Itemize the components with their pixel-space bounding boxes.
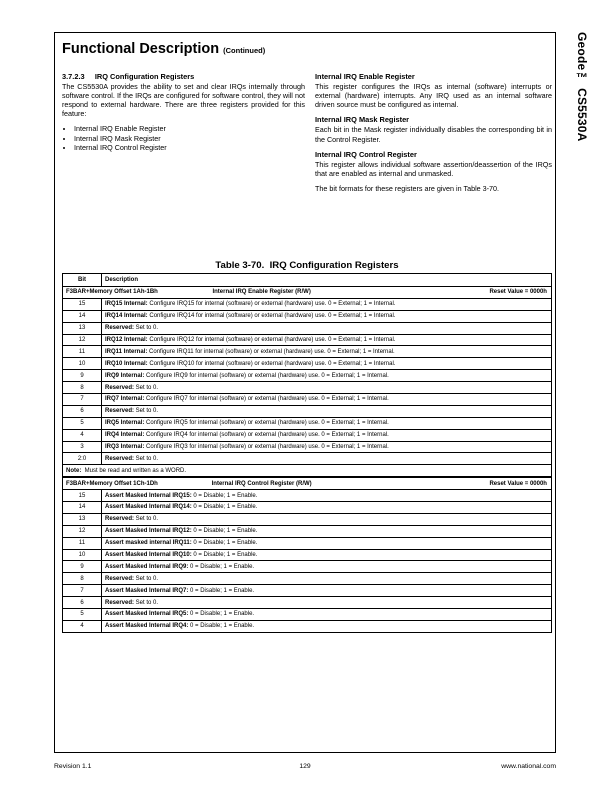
bit-cell: 12 xyxy=(63,525,102,537)
table-row xyxy=(63,537,552,549)
description-cell xyxy=(102,585,552,597)
register-name: Internal IRQ Enable Register (R/W) xyxy=(212,289,311,296)
heading-continued: (Continued) xyxy=(223,46,266,55)
section-heading: 3.7.2.3 IRQ Configuration Registers xyxy=(62,72,195,81)
bit-cell: 7 xyxy=(63,585,102,597)
enable-text: This register configures the IRQs as internal (software) interrupts or external (hardware) interrupts. Any IRQ used as an internal software driven source must be configured as internal. xyxy=(315,82,552,110)
field-description: Set to 0. xyxy=(134,599,159,606)
document-side-title: Geode™ CS5530A xyxy=(575,32,589,142)
bit-cell: 6 xyxy=(63,597,102,609)
field-name: IRQ11 Internal: xyxy=(105,348,148,355)
bit-cell: 2:0 xyxy=(63,453,102,465)
bit-cell: 11 xyxy=(63,346,102,358)
description-cell xyxy=(102,346,552,358)
mask-text: Each bit in the Mask register individually disables the corresponding bit in the Control Register. xyxy=(315,125,552,144)
field-description: 0 = Disable; 1 = Enable. xyxy=(188,563,255,570)
field-name: IRQ10 Internal: xyxy=(105,360,148,367)
table-row xyxy=(63,394,552,406)
bit-cell: 14 xyxy=(63,310,102,322)
field-description: 0 = Disable; 1 = Enable. xyxy=(188,587,255,594)
register-header-row xyxy=(63,287,552,299)
field-description: 0 = Disable; 1 = Enable. xyxy=(191,528,258,535)
field-description: 0 = Disable; 1 = Enable. xyxy=(191,540,258,547)
description-cell xyxy=(102,441,552,453)
table-row xyxy=(63,453,552,465)
bit-cell: 4 xyxy=(63,429,102,441)
field-name: Assert Masked Internal IRQ12: xyxy=(105,528,192,535)
right-column xyxy=(315,72,552,199)
bit-cell: 10 xyxy=(63,549,102,561)
table-row xyxy=(63,405,552,417)
field-description: Configure IRQ12 for internal (software) or external (hardware) use. 0 = External; 1 = Internal. xyxy=(147,337,396,343)
bit-cell: 8 xyxy=(63,573,102,585)
table-row xyxy=(63,346,552,358)
field-description: 0 = Disable; 1 = Enable. xyxy=(191,504,258,511)
description-cell xyxy=(102,382,552,394)
formats-text: The bit formats for these registers are given in Table 3-70. xyxy=(315,183,500,193)
bit-cell: 13 xyxy=(63,322,102,334)
table-caption: Table 3-70. IRQ Configuration Registers xyxy=(215,260,399,271)
irq-config-table xyxy=(62,273,552,633)
description-cell xyxy=(102,573,552,585)
description-cell xyxy=(102,417,552,429)
field-name: Reserved: xyxy=(105,575,135,582)
field-description: Configure IRQ9 for internal (software) or external (hardware) use. 0 = External; 1 = Internal. xyxy=(144,372,389,379)
list-item: • Internal IRQ Control Register xyxy=(74,143,305,152)
register-bullet-list xyxy=(62,124,305,151)
table-row xyxy=(63,310,552,322)
table-row xyxy=(63,298,552,310)
description-cell xyxy=(102,298,552,310)
bit-cell: 13 xyxy=(63,513,102,525)
description-cell xyxy=(102,597,552,609)
table-row xyxy=(63,513,552,525)
field-description: 0 = Disable; 1 = Enable. xyxy=(191,492,258,499)
table-row xyxy=(63,322,552,334)
description-cell xyxy=(102,513,552,525)
description-cell xyxy=(102,502,552,514)
register-offset: F3BAR+Memory Offset 1Ch-1Dh xyxy=(66,480,158,487)
table-header-row xyxy=(63,274,552,287)
field-description: Set to 0. xyxy=(134,384,159,391)
note-row xyxy=(63,465,552,477)
field-name: IRQ14 Internal: xyxy=(105,313,148,320)
footer-page-number: 129 xyxy=(299,763,311,770)
field-description: Set to 0. xyxy=(134,408,159,415)
description-cell xyxy=(102,429,552,441)
field-name: Assert Masked Internal IRQ4: xyxy=(105,623,189,630)
register-reset-value: Reset Value = 0000h xyxy=(489,480,547,487)
description-cell xyxy=(102,405,552,417)
description-cell xyxy=(102,561,552,573)
field-name: Reserved: xyxy=(105,325,135,332)
register-header-row xyxy=(63,477,552,489)
footer-url: www.national.com xyxy=(501,763,556,770)
table-row xyxy=(63,490,552,502)
register-offset: F3BAR+Memory Offset 1Ah-1Bh xyxy=(66,289,158,296)
table-row xyxy=(63,358,552,370)
table-row xyxy=(63,549,552,561)
field-name: Reserved: xyxy=(105,384,135,391)
field-name: Assert Masked Internal IRQ5: xyxy=(105,611,189,618)
register-header xyxy=(66,289,551,295)
bit-cell: 5 xyxy=(63,417,102,429)
register-reset-value: Reset Value = 0000h xyxy=(489,289,547,296)
bit-cell: 14 xyxy=(63,502,102,514)
field-description: Configure IRQ7 for internal (software) or external (hardware) use. 0 = External; 1 = Internal. xyxy=(144,396,389,403)
field-description: Configure IRQ5 for internal (software) or external (hardware) use. 0 = External; 1 = Internal. xyxy=(144,420,389,427)
column-header-description: Description xyxy=(102,274,552,287)
table-row xyxy=(63,370,552,382)
description-cell xyxy=(102,310,552,322)
table-row xyxy=(63,334,552,346)
bit-cell: 10 xyxy=(63,358,102,370)
description-cell xyxy=(102,620,552,632)
description-cell xyxy=(102,394,552,406)
description-cell xyxy=(102,537,552,549)
left-column xyxy=(62,72,305,152)
bit-cell: 11 xyxy=(63,537,102,549)
register-header-cell xyxy=(63,287,552,299)
field-name: IRQ3 Internal: xyxy=(105,444,145,451)
mask-heading: Internal IRQ Mask Register xyxy=(315,115,410,125)
field-description: Set to 0. xyxy=(134,455,159,462)
table-row xyxy=(63,585,552,597)
table-row xyxy=(63,597,552,609)
field-name: Reserved: xyxy=(105,455,135,462)
field-name: IRQ4 Internal: xyxy=(105,432,145,439)
bit-cell: 9 xyxy=(63,370,102,382)
field-name: IRQ15 Internal: xyxy=(105,301,148,308)
description-cell xyxy=(102,609,552,621)
enable-heading: Internal IRQ Enable Register xyxy=(315,72,415,81)
field-name: IRQ12 Internal: xyxy=(105,337,148,343)
footer-revision: Revision 1.1 xyxy=(54,763,92,770)
field-name: Reserved: xyxy=(105,599,135,606)
field-description: Configure IRQ14 for internal (software) or external (hardware) use. 0 = External; 1 = Internal. xyxy=(147,313,396,320)
list-item: • Internal IRQ Mask Register xyxy=(74,134,305,143)
table-row xyxy=(63,573,552,585)
field-description: Set to 0. xyxy=(134,516,159,523)
field-name: IRQ9 Internal: xyxy=(105,372,145,379)
description-cell xyxy=(102,490,552,502)
field-description: Set to 0. xyxy=(134,575,159,582)
table-row xyxy=(63,609,552,621)
description-cell xyxy=(102,525,552,537)
bit-cell: 4 xyxy=(63,620,102,632)
bit-cell: 6 xyxy=(63,405,102,417)
bit-cell: 5 xyxy=(63,609,102,621)
bit-cell: 15 xyxy=(63,490,102,502)
control-text: This register allows individual software assertion/deassertion of the IRQs that are enabled as internal and unmasked. xyxy=(315,159,552,178)
field-name: Assert Masked Internal IRQ10: xyxy=(105,552,192,559)
field-description: Configure IRQ3 for internal (software) or external (hardware) use. 0 = External; 1 = Internal. xyxy=(144,444,389,451)
register-header xyxy=(66,481,551,487)
bit-cell: 9 xyxy=(63,561,102,573)
field-description: Set to 0. xyxy=(134,325,159,332)
field-description: 0 = Disable; 1 = Enable. xyxy=(188,611,255,618)
field-name: Reserved: xyxy=(105,516,135,523)
bit-cell: 15 xyxy=(63,298,102,310)
field-name: Assert Masked Internal IRQ15: xyxy=(105,492,192,499)
field-description: Configure IRQ15 for internal (software) or external (hardware) use. 0 = External; 1 = Internal. xyxy=(147,301,396,308)
table-row xyxy=(63,502,552,514)
description-cell xyxy=(102,549,552,561)
note-label: Note: xyxy=(66,467,82,474)
register-name: Internal IRQ Control Register (R/W) xyxy=(211,480,312,487)
field-name: Assert Masked Internal IRQ7: xyxy=(105,587,189,594)
field-description: Configure IRQ10 for internal (software) or external (hardware) use. 0 = External; 1 = Internal. xyxy=(147,360,396,367)
section-intro: The CS5530A provides the ability to set and clear IRQs internally through software control. If the IRQs are configured for software control, they will not respond to external hardware. There are three registers provided for this feature: xyxy=(62,82,305,119)
table-row xyxy=(63,561,552,573)
field-description: Configure IRQ11 for internal (software) or external (hardware) use. 0 = External; 1 = Internal. xyxy=(147,348,395,355)
control-heading: Internal IRQ Control Register xyxy=(315,149,417,159)
field-description: 0 = Disable; 1 = Enable. xyxy=(188,623,255,630)
field-description: 0 = Disable; 1 = Enable. xyxy=(191,552,258,559)
bit-cell: 3 xyxy=(63,441,102,453)
table-row xyxy=(63,525,552,537)
bit-cell: 12 xyxy=(63,334,102,346)
page-heading xyxy=(62,41,265,57)
heading-title: Functional Description xyxy=(62,41,220,57)
field-name: IRQ5 Internal: xyxy=(105,420,145,427)
register-header-cell xyxy=(63,477,552,489)
description-cell xyxy=(102,358,552,370)
table-row xyxy=(63,382,552,394)
field-name: Assert Masked Internal IRQ9: xyxy=(105,563,189,570)
column-header-bit: Bit xyxy=(63,274,102,287)
field-name: Assert Masked Internal IRQ14: xyxy=(105,504,192,511)
field-name: Assert masked internal IRQ11: xyxy=(105,540,192,547)
table-body xyxy=(63,287,552,633)
description-cell xyxy=(102,322,552,334)
description-cell xyxy=(102,370,552,382)
description-cell xyxy=(102,334,552,346)
table-row xyxy=(63,620,552,632)
field-name: Reserved: xyxy=(105,408,135,415)
bit-cell: 7 xyxy=(63,394,102,406)
note-cell xyxy=(63,465,552,477)
table-row xyxy=(63,417,552,429)
description-cell xyxy=(102,453,552,465)
table-row xyxy=(63,429,552,441)
bit-cell: 8 xyxy=(63,382,102,394)
field-name: IRQ7 Internal: xyxy=(105,396,145,403)
table-row xyxy=(63,441,552,453)
note-text: Must be read and written as a WORD. xyxy=(81,467,187,474)
list-item: • Internal IRQ Enable Register xyxy=(74,124,305,133)
field-description: Configure IRQ4 for internal (software) or external (hardware) use. 0 = External; 1 = Internal. xyxy=(144,432,389,439)
